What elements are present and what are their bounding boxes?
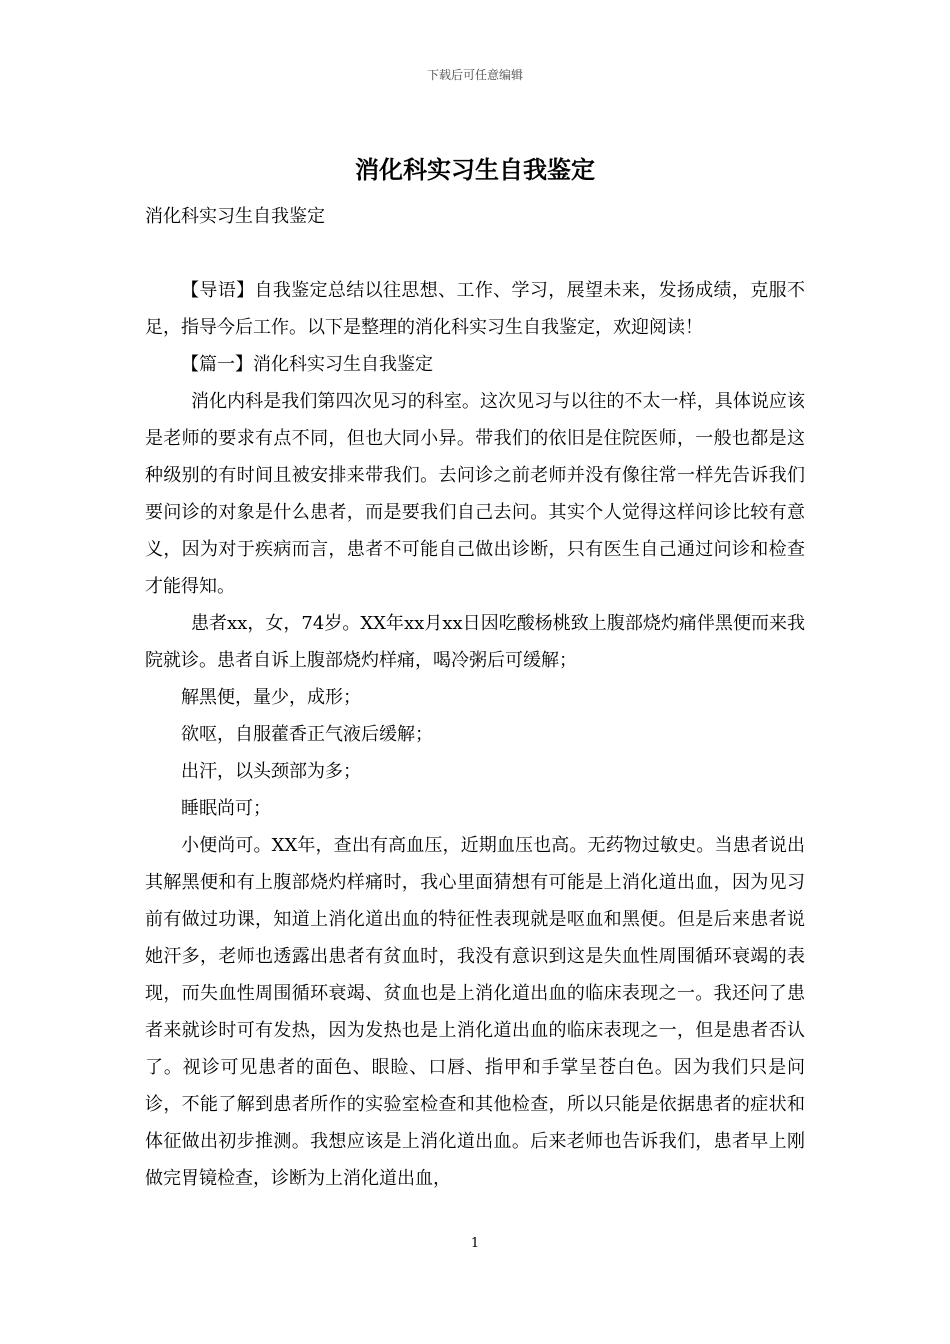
body-paragraph: 睡眠尚可； (181, 798, 271, 819)
document-title: 消化科实习生自我鉴定 (355, 155, 595, 184)
body-paragraph: 小便尚可。XX年，查出有高血压，近期血压也高。无药物过敏史。当患者说出其解黑便和有上腹部烧灼样痛时，我心里面猜想有可能是上消化道出血，因为见习前有做过功课，知道上消化道出血的特征性表现就是呕血和黑便。但是后来患者说她汗多，老师也透露出患者有贫血时，我没有意识到这是失血性周围循环衰竭的表现，而失血性周围循环衰竭、贫血也是上消化道出血的临床表现之一。我还问了患者来就诊时可有发热，因为发热也是上消化道出血的临床表现之一，但是患者否认了。视诊可见患者的面色、眼睑、口唇、指甲和手掌呈苍白色。因为我们只是问诊，不能了解到患者所作的实验室检查和其他检查，所以只能是依据患者的症状和体征做出初步推测。我想应该是上消化道出血。后来老师也告诉我们，患者早上刚做完胃镜检查，诊断为上消化道出血， (145, 835, 805, 1189)
body-paragraph: 患者xx，女，74岁。XX年xx月xx日因吃酸杨桃致上腹部烧灼痛伴黑便而来我院就诊。患者自诉上腹部烧灼样痛，喝冷粥后可缓解； (145, 613, 805, 671)
section-heading: 【篇一】消化科实习生自我鉴定 (181, 354, 433, 375)
document-subtitle: 消化科实习生自我鉴定 (145, 206, 325, 227)
body-paragraph: 欲呕，自服藿香正气液后缓解； (181, 724, 433, 745)
header-note: 下载后可任意编辑 (426, 68, 523, 82)
body-paragraph: 解黑便，量少，成形； (181, 687, 361, 708)
intro-paragraph: 【导语】自我鉴定总结以往思想、工作、学习，展望未来，发扬成绩，克服不足，指导今后工作。以下是整理的消化科实习生自我鉴定，欢迎阅读！ (145, 280, 805, 338)
page-number: 1 (470, 1236, 480, 1251)
body-paragraph: 消化内科是我们第四次见习的科室。这次见习与以往的不太一样，具体说应该是老师的要求有点不同，但也大同小异。带我们的依旧是住院医师，一般也都是这种级别的有时间且被安排来带我们。去问诊之前老师并没有像往常一样先告诉我们要问诊的对象是什么患者，而是要我们自己去问。其实个人觉得这样问诊比较有意义，因为对于疾病而言，患者不可能自己做出诊断，只有医生自己通过问诊和检查才能得知。 (145, 391, 805, 597)
body-paragraph: 出汗，以头颈部为多； (181, 761, 361, 782)
document-body (145, 198, 805, 1197)
